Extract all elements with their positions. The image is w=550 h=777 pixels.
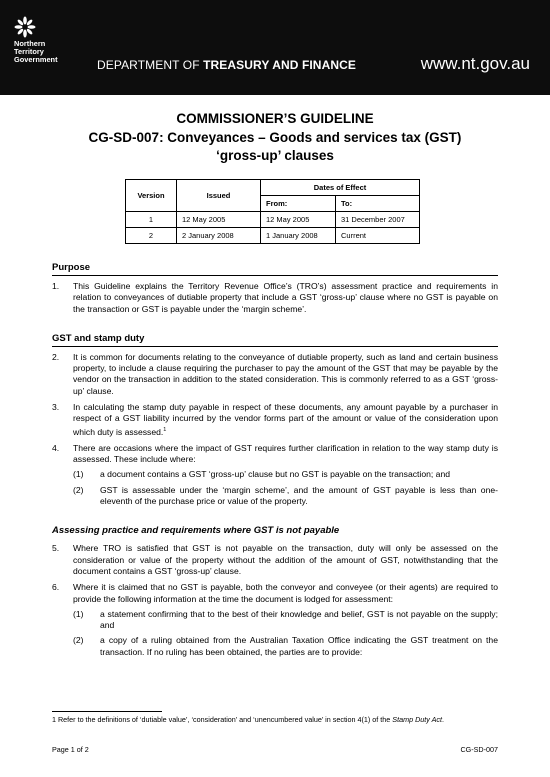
nt-government-logo[interactable]	[14, 16, 82, 65]
logo-text: Northern Territory Government	[14, 39, 58, 65]
header-dates-of-effect: Dates of Effect	[261, 180, 420, 196]
paragraph-6: 6. Where it is claimed that no GST is payable, both the conveyor and conveyee (or their agents) are required to provide the following information at the time the document is lodged for assessment:	[52, 582, 498, 604]
table-row: 2 2 January 2008 1 January 2008 Current	[126, 228, 420, 244]
paragraph-4: 4. There are occasions where the impact of GST requires further clarification in relation to the way stamp duty is assessed. These include where:	[52, 442, 498, 465]
header-from: From:	[261, 196, 336, 212]
header-version: Version	[126, 180, 177, 212]
footnote-divider	[52, 711, 162, 712]
header-banner	[0, 0, 550, 95]
department-name: DEPARTMENT OF TREASURY AND FINANCE	[97, 58, 356, 72]
document-code: CG-SD-007	[460, 745, 498, 754]
table-row: 1 12 May 2005 12 May 2005 31 December 2007	[126, 212, 420, 228]
header-issued: Issued	[177, 180, 261, 212]
footnote-ref[interactable]: 1	[163, 426, 167, 433]
document-title: COMMISSIONER’S GUIDELINE	[176, 111, 374, 126]
paragraph-3: 3. In calculating the stamp duty payable in respect of these documents, any amount payable by a purchaser in respect of a GST liability incurred by the vendor forms part of the amount or value of the consideration upon which duty is assessed.$^1$	[52, 402, 498, 437]
section-heading-purpose: Purpose	[52, 262, 498, 276]
paragraph-6-2: (2) a copy of a ruling obtained from the Australian Taxation Office indicating the GST treatment on the transaction. If no ruling has been obtained, the parties are to provide:	[73, 635, 498, 657]
version-table	[125, 179, 420, 244]
paragraph-6-1: (1) a statement confirming that to the best of their knowledge and belief, GST is not payable on the supply; and	[73, 608, 498, 631]
paragraph-4-2: (2) GST is assessable under the ‘margin scheme’, and the amount of GST payable is less than one-eleventh of the purchase price or value of the property.	[73, 484, 498, 507]
document-body	[52, 110, 498, 658]
website-url[interactable]: www.nt.gov.au	[420, 54, 530, 73]
document-subtitle: CG-SD-007: Conveyances – Goods and services tax (GST) ‘gross-up’ clauses	[88, 130, 462, 163]
page-number: Page 1 of 2	[52, 745, 89, 754]
paragraph-5: 5. Where TRO is satisfied that GST is not payable on the transaction, duty will only be assessed on the consideration or value of the property without the addition of the amount of GST, notwithstanding that the document contains a GST ‘gross-up’ clause.	[52, 543, 498, 576]
paragraph-1: 1. This Guideline explains the Territory Revenue Office’s (TRO’s) assessment practice and requirements in relation to conveyances of dutiable property that include a GST ‘gross-up’ clause where no GST is payable on the transaction or GST is payable under the ‘margin scheme’.	[52, 281, 498, 314]
paragraph-4-1: (1) a document contains a GST ‘gross-up’ clause but no GST is payable on the transaction; and	[73, 469, 451, 480]
footnote: 1 Refer to the definitions of ‘dutiable value’, ‘consideration’ and ‘unencumbered value’ in section 4(1) of the Stamp Duty Act.	[52, 715, 444, 724]
header-to: To:	[336, 196, 420, 212]
emblem-icon	[14, 16, 36, 38]
paragraph-2: 2. It is common for documents relating to the conveyance of dutiable property, such as land and certain business property, to include a clause requiring the purchaser to pay the amount of the GST that may be payable by the vendor on the transaction in addition to the stated consideration. This is commonly referred to as a GST ‘gross-up’ clause.	[52, 351, 498, 396]
section-heading-gst: GST and stamp duty	[52, 333, 498, 347]
section-heading-assessing: Assessing practice and requirements where GST is not payable	[52, 525, 340, 537]
